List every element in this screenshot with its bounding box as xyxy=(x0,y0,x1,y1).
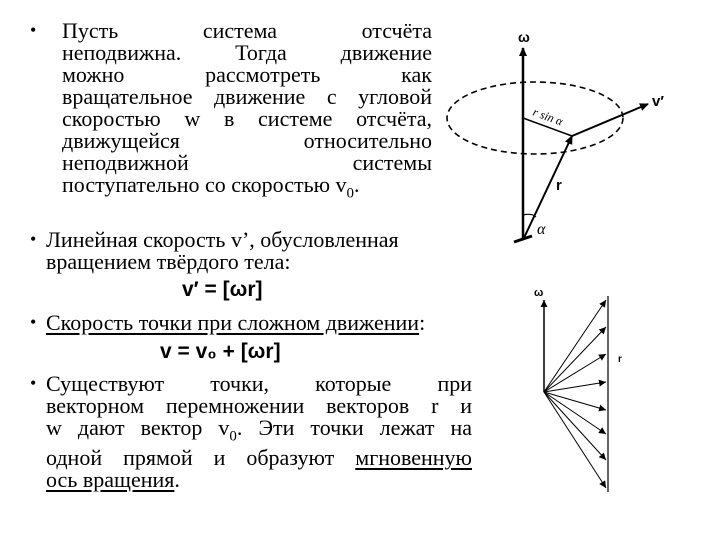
text-fragment: . xyxy=(174,467,180,493)
text-line xyxy=(46,469,472,491)
r-label: r xyxy=(618,354,622,365)
r-label: r xyxy=(556,177,562,194)
text-line: Существуют точки, которые при xyxy=(46,371,472,396)
bullet-1-text xyxy=(62,20,432,204)
omega-label: ω xyxy=(518,29,530,45)
r-ray xyxy=(544,300,606,392)
bullet-marker: • xyxy=(30,373,37,393)
instantaneous-axis-diagram xyxy=(520,282,670,512)
rsin-label: r sin α xyxy=(530,104,565,129)
formula-v: v = v₀ + [ωr] xyxy=(160,340,281,363)
text-fragment: : xyxy=(419,310,426,335)
text-line: движущейся относительно xyxy=(62,128,432,153)
text-line: векторном перемножении векторов r и xyxy=(46,393,472,418)
text-fragment: одной прямой и образуют xyxy=(46,445,356,471)
text-line: вращением твёрдого тела: xyxy=(46,249,291,274)
underlined-text: Скорость точки при сложном движении xyxy=(46,310,420,335)
bullet-3-text xyxy=(46,312,496,334)
text-line: можно рассмотреть как xyxy=(62,62,432,87)
r-vector xyxy=(523,136,572,240)
r-ray xyxy=(544,392,606,434)
omega-label: ω xyxy=(534,287,544,299)
text-line: скоростью w в системе отсчёта, xyxy=(62,106,432,131)
text-fragment: . xyxy=(354,172,360,197)
text-line: Линейная скорость v’, обусловленная xyxy=(46,227,399,252)
underlined-text: ось вращения xyxy=(46,467,175,493)
v-prime-vector xyxy=(572,104,648,136)
formula-v-prime: v′ = [ωr] xyxy=(182,278,263,301)
bullet-marker: • xyxy=(30,229,37,249)
text-line xyxy=(46,312,496,334)
bullet-marker: • xyxy=(30,20,37,40)
r-ray xyxy=(544,392,606,488)
underlined-text: мгновенную xyxy=(355,445,472,471)
v-prime-label: v′ xyxy=(652,93,664,110)
text-fragment: . Эти точки лежат на xyxy=(236,415,472,440)
bullet-4-text xyxy=(46,373,472,491)
text-line: вращательное движение с угловой xyxy=(62,84,432,109)
text-line xyxy=(46,417,472,447)
alpha-label: α xyxy=(537,221,546,238)
bullet-marker: • xyxy=(30,312,37,332)
text-line: неподвижна. Тогда движение xyxy=(62,40,432,65)
subscript: 0 xyxy=(229,428,237,445)
r-ray xyxy=(544,392,606,460)
text-line xyxy=(62,174,432,204)
subscript: 0 xyxy=(346,185,355,202)
text-line: Пусть система отсчёта xyxy=(62,18,432,43)
bullet-2-text xyxy=(46,229,466,273)
rotation-diagram xyxy=(440,10,690,250)
text-fragment: поступательно со скоростью v xyxy=(62,172,347,197)
r-ray xyxy=(544,382,606,392)
text-line: неподвижной системы xyxy=(62,150,432,175)
text-fragment: w дают вектор v xyxy=(46,415,230,440)
text-line xyxy=(46,447,472,469)
